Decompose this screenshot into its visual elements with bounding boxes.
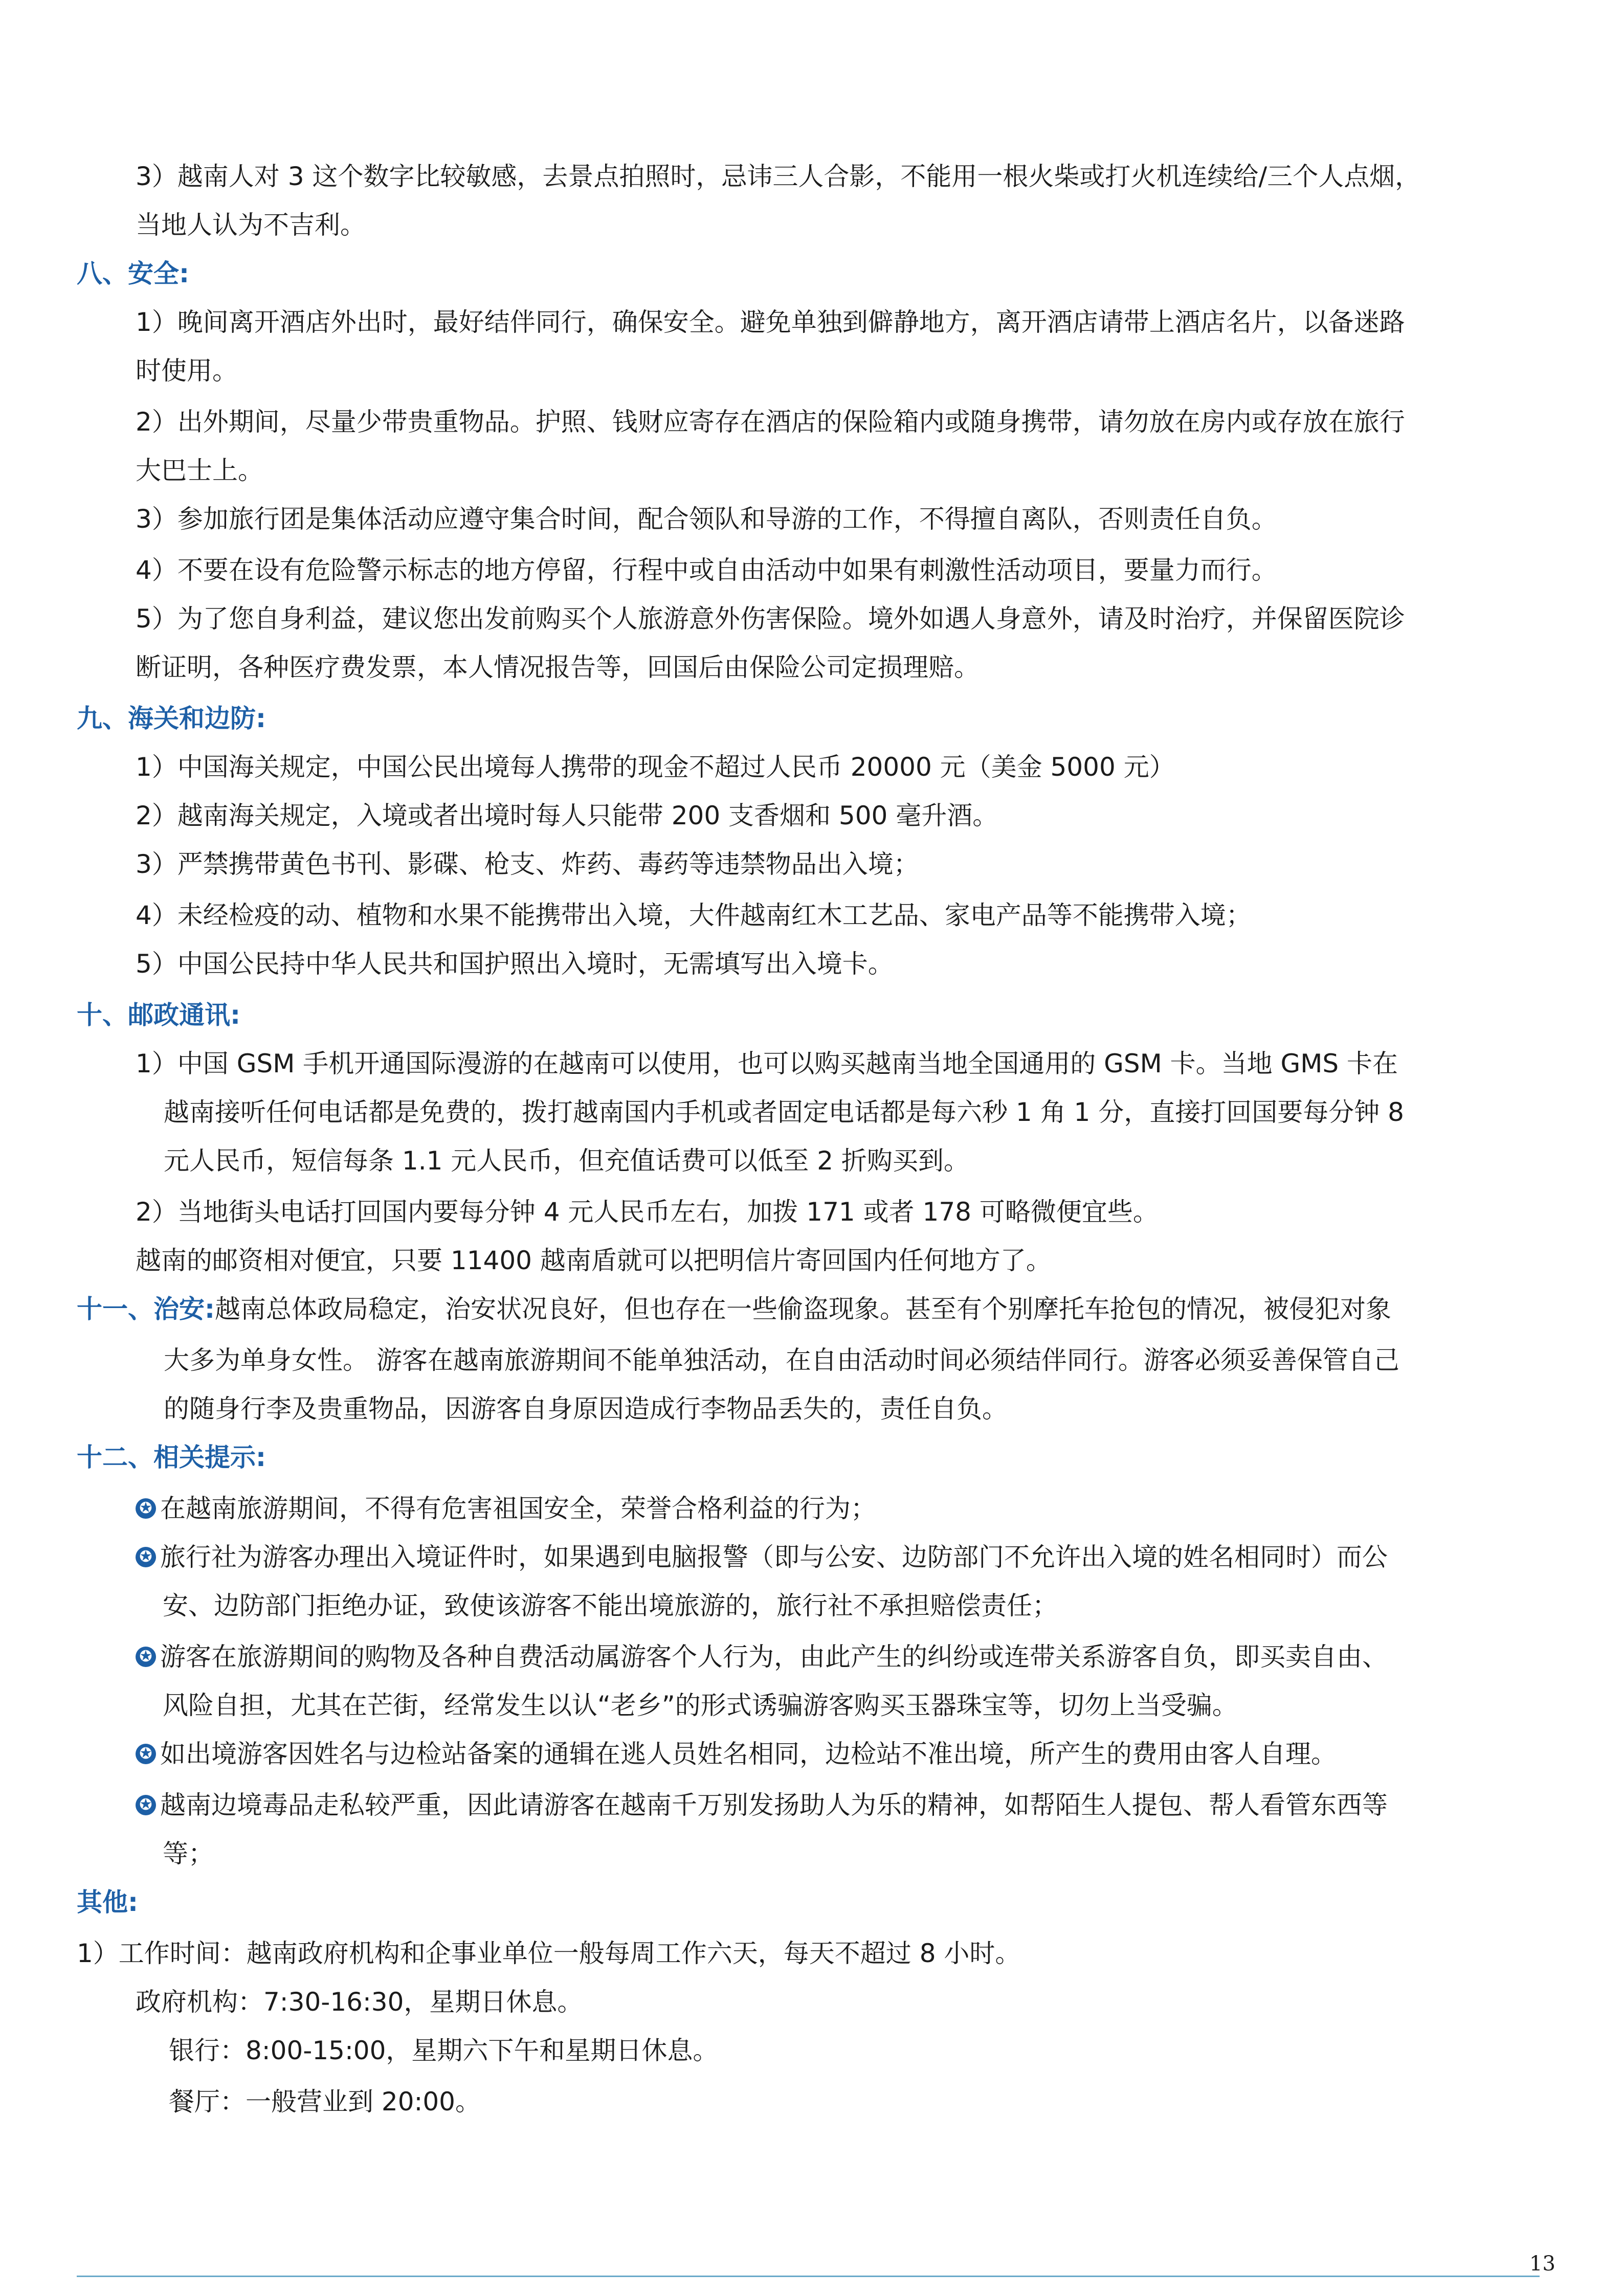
tips-continuation: 等；: [163, 1839, 214, 1869]
safety-line: 2）出外期间，尽量少带贵重物品。护照、钱财应寄存在酒店的保险箱内或随身携带，请勿放在房内或存放在旅行: [136, 407, 1405, 437]
safety-line: 4）不要在设有危险警示标志的地方停留，行程中或自由活动中如果有刺激性活动项目，要量力而行。: [136, 555, 1277, 585]
section-heading-customs: 九、海关和边防:: [77, 704, 266, 733]
customs-line: 1）中国海关规定，中国公民出境每人携带的现金不超过人民币 20000 元（美金 5000 元）: [136, 752, 1175, 782]
safety-line: 时使用。: [136, 356, 238, 386]
security-line-1: [77, 1286, 1391, 1332]
customs-line: 4）未经检疫的动、植物和水果不能携带出入境，大件越南红木工艺品、家电产品等不能携带入境；: [136, 901, 1252, 930]
safety-line: 断证明，各种医疗费发票，本人情况报告等，回国后由保险公司定损理赔。: [136, 652, 980, 682]
postal-line: 元人民币，短信每条 1.1 元人民币，但充值话费可以低至 2 折购买到。: [164, 1146, 969, 1176]
star-bullet-icon: ✪: [136, 1744, 156, 1764]
customs-line: 2）越南海关规定，入境或者出境时每人只能带 200 支香烟和 500 毫升酒。: [136, 801, 998, 830]
section-heading-postal: 十、邮政通讯:: [77, 1000, 240, 1030]
section-heading-other: 其他:: [77, 1887, 138, 1917]
other-line: 餐厅：一般营业到 20:00。: [169, 2087, 481, 2117]
tips-text: 游客在旅游期间的购物及各种自费活动属游客个人行为，由此产生的纠纷或连带关系游客自负，即买卖自由、: [160, 1642, 1388, 1672]
tips-text: 在越南旅游期间，不得有危害祖国安全，荣誉合格利益的行为；: [160, 1494, 876, 1523]
tips-continuation: 风险自担，尤其在芒街，经常发生以认“老乡”的形式诱骗游客购买玉器珠宝等，切勿上当受骗。: [163, 1691, 1238, 1720]
safety-line: 1）晚间离开酒店外出时，最好结伴同行，确保安全。避免单独到僻静地方，离开酒店请带上酒店名片，以备迷路: [136, 307, 1405, 337]
postal-line: 1）中国 GSM 手机开通国际漫游的在越南可以使用，也可以购买越南当地全国通用的 GSM 卡。当地 GMS 卡在: [136, 1049, 1398, 1078]
intro-line-2: 当地人认为不吉利。: [136, 210, 366, 240]
star-bullet-icon: ✪: [136, 1647, 156, 1667]
star-bullet-icon: ✪: [136, 1795, 156, 1815]
footer-rule: [77, 2276, 1540, 2277]
tips-text: 旅行社为游客办理出入境证件时，如果遇到电脑报警（即与公安、边防部门不允许出入境的姓名相同时）而公: [160, 1542, 1388, 1572]
safety-line: 3）参加旅行团是集体活动应遵守集合时间，配合领队和导游的工作，不得擅自离队，否则责任自负。: [136, 504, 1277, 534]
other-line: 银行：8:00-15:00，星期六下午和星期日休息。: [169, 2036, 719, 2065]
star-bullet-icon: ✪: [136, 1498, 156, 1519]
section-heading-tips: 十二、相关提示:: [77, 1443, 266, 1472]
tips-continuation: 安、边防部门拒绝办证，致使该游客不能出境旅游的，旅行社不承担赔偿责任；: [163, 1591, 1058, 1620]
postal-line: 越南的邮资相对便宜，只要 11400 越南盾就可以把明信片寄回国内任何地方了。: [136, 1246, 1052, 1275]
other-line: 政府机构：7:30-16:30，星期日休息。: [136, 1987, 583, 2017]
tips-item: [136, 1782, 1388, 1828]
tips-item: [136, 1534, 1388, 1580]
customs-line: 3）严禁携带黄色书刊、影碟、枪支、炸药、毒药等违禁物品出入境；: [136, 849, 919, 879]
section-heading-security: 十一、治安:: [77, 1294, 215, 1324]
security-line-2: 大多为单身女性。 游客在越南旅游期间不能单独活动，在自由活动时间必须结伴同行。游客必须妥善保管自己: [164, 1345, 1399, 1375]
safety-line: 大巴士上。: [136, 456, 263, 485]
postal-line: 越南接听任何电话都是免费的，拨打越南国内手机或者固定电话都是每六秒 1 角 1 分，直接打回国要每分钟 8: [164, 1097, 1404, 1127]
security-line-3: 的随身行李及贵重物品，因游客自身原因造成行李物品丢失的，责任自负。: [164, 1394, 1008, 1424]
tips-text: 越南边境毒品走私较严重，因此请游客在越南千万别发扬助人为乐的精神，如帮陌生人提包、帮人看管东西等: [160, 1790, 1388, 1820]
page-number: 13: [1529, 2252, 1555, 2276]
customs-line: 5）中国公民持中华人民共和国护照出入境时，无需填写出入境卡。: [136, 949, 894, 979]
tips-text: 如出境游客因姓名与边检站备案的通辑在逃人员姓名相同，边检站不准出境，所产生的费用由客人自理。: [160, 1739, 1337, 1769]
tips-item: [136, 1731, 1337, 1777]
postal-line: 2）当地街头电话打回国内要每分钟 4 元人民币左右，加拨 171 或者 178 可略微便宜些。: [136, 1197, 1159, 1227]
security-text-1: 越南总体政局稳定，治安状况良好，但也存在一些偷盗现象。甚至有个别摩托车抢包的情况，被侵犯对象: [215, 1294, 1391, 1324]
star-bullet-icon: ✪: [136, 1547, 156, 1567]
section-heading-safety: 八、安全:: [77, 259, 189, 288]
intro-line-1: 3）越南人对 3 这个数字比较敏感，去景点拍照时，忌讳三人合影，不能用一根火柴或打火机连续给/三个人点烟，: [136, 162, 1421, 191]
safety-line: 5）为了您自身利益，建议您出发前购买个人旅游意外伤害保险。境外如遇人身意外，请及时治疗，并保留医院诊: [136, 604, 1405, 634]
tips-item: [136, 1634, 1388, 1680]
tips-item: [136, 1485, 876, 1532]
other-line: 1）工作时间：越南政府机构和企事业单位一般每周工作六天，每天不超过 8 小时。: [77, 1939, 1021, 1968]
